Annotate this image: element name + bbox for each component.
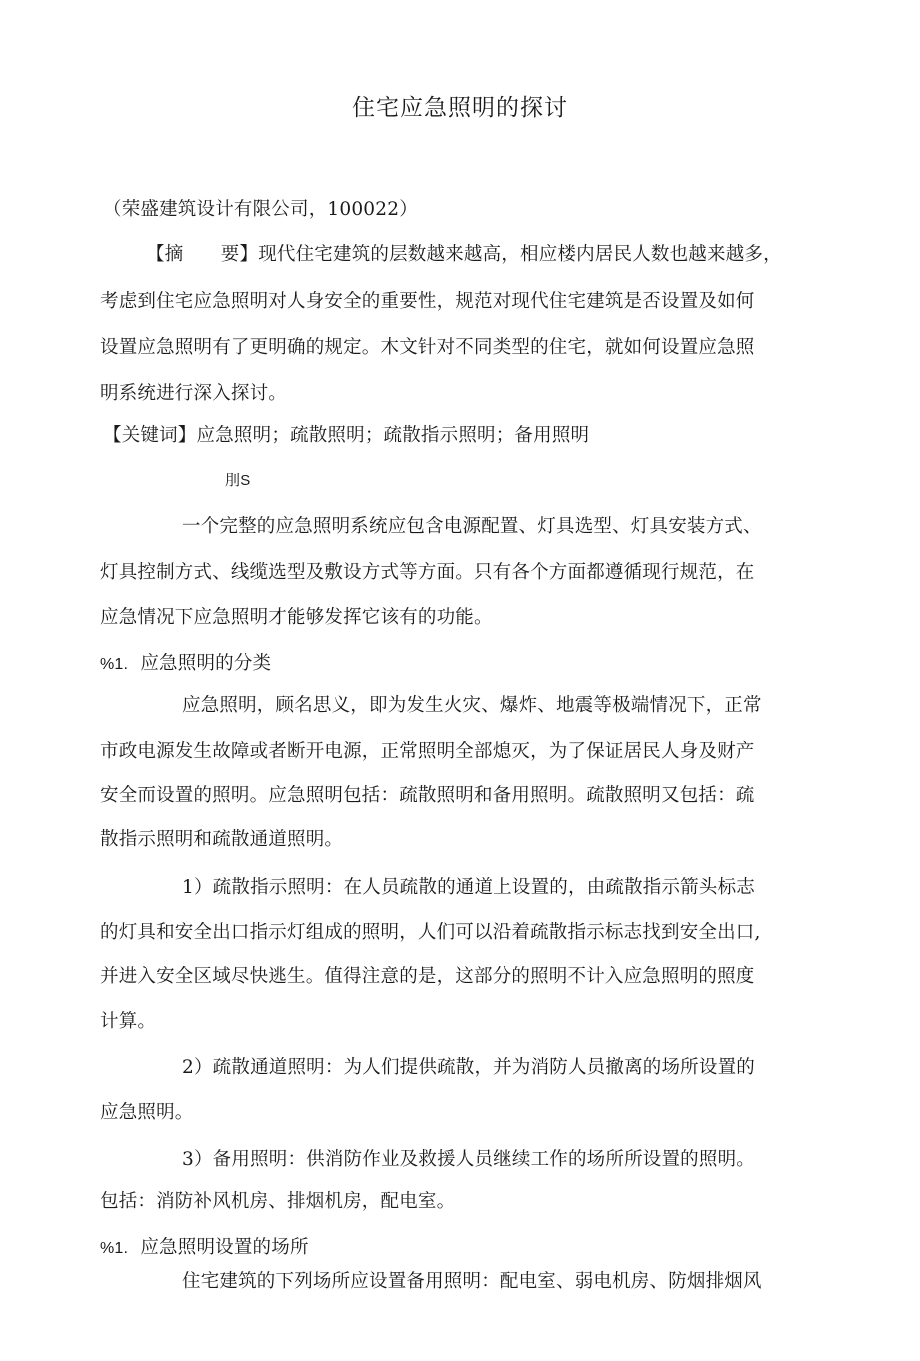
section2-para-line-1: 住宅建筑的下列场所应设置备用照明：配电室、弱电机房、防烟排烟风 [182,1271,762,1292]
abstract-line-4: 明系统进行深入探讨。 [100,383,288,404]
item2-line-2: 应急照明。 [100,1102,194,1123]
item3-line-1: 3）备用照明：供消防作业及救援人员继续工作的场所所设置的照明。 [182,1149,755,1170]
section1-para-line-2: 市政电源发生故障或者断开电源，正常照明全部熄灭，为了保证居民人身及财产 [100,741,755,762]
section2-heading [100,1236,309,1261]
document-title: 住宅应急照明的探讨 [352,95,568,121]
item1-line-3: 并进入安全区域尽快逃生。值得注意的是，这部分的照明不计入应急照明的照度 [100,966,755,987]
abstract-text: 现代住宅建筑的层数越来越高，相应楼内居民人数也越来越多， [258,244,782,265]
item3-line-2: 包括：消防补风机房、排烟机房，配电室。 [100,1191,456,1212]
item1-line-4: 计算。 [100,1011,157,1032]
section2-title: 应急照明设置的场所 [140,1237,309,1258]
section1-para-line-3: 安全而设置的照明。应急照明包括：疏散照明和备用照明。疏散照明又包括：疏 [100,785,755,806]
section1-title: 应急照明的分类 [140,653,272,674]
abstract-line-1 [146,243,782,267]
affiliation: （荣盛建筑设计有限公司，100022） [103,199,418,220]
item1-line-2: 的灯具和安全出口指示灯组成的照明，人们可以沿着疏散指示标志找到安全出口, [100,922,761,943]
keywords-line [103,424,589,448]
keywords-label: 【关键词】 [103,425,197,446]
intro-line-2: 灯具控制方式、线缆选型及敷设方式等方面。只有各个方面都遵循现行规范，在 [100,562,755,583]
intro-line-3: 应急情况下应急照明才能够发挥它该有的功能。 [100,607,493,628]
item1-line-1: 1）疏散指示照明：在人员疏散的通道上设置的，由疏散指示箭头标志 [182,877,755,898]
keywords-text: 应急照明；疏散照明；疏散指示照明；备用照明 [196,425,590,446]
abstract-line-3: 设置应急照明有了更明确的规定。木文针对不同类型的住宅，就如何设置应急照 [100,337,755,358]
abstract-line-2: 考虑到住宅应急照明对人身安全的重要性，规范对现代住宅建筑是否设置及如何 [100,291,755,312]
abstract-label: 【摘 要】 [146,244,259,265]
item2-line-1: 2）疏散通道照明：为人们提供疏散，并为消防人员撤离的场所设置的 [182,1057,755,1078]
section2-number: %1. [100,1240,129,1257]
section1-para-line-1: 应急照明，顾名思义，即为发生火灾、爆炸、地震等极端情况下，正常 [182,695,762,716]
section1-number: %1. [100,656,129,673]
preface-heading: 刖S [225,472,251,489]
intro-line-1: 一个完整的应急照明系统应包含电源配置、灯具选型、灯具安装方式、 [182,516,762,537]
section1-heading [100,652,271,677]
section1-para-line-4: 散指示照明和疏散通道照明。 [100,829,344,850]
